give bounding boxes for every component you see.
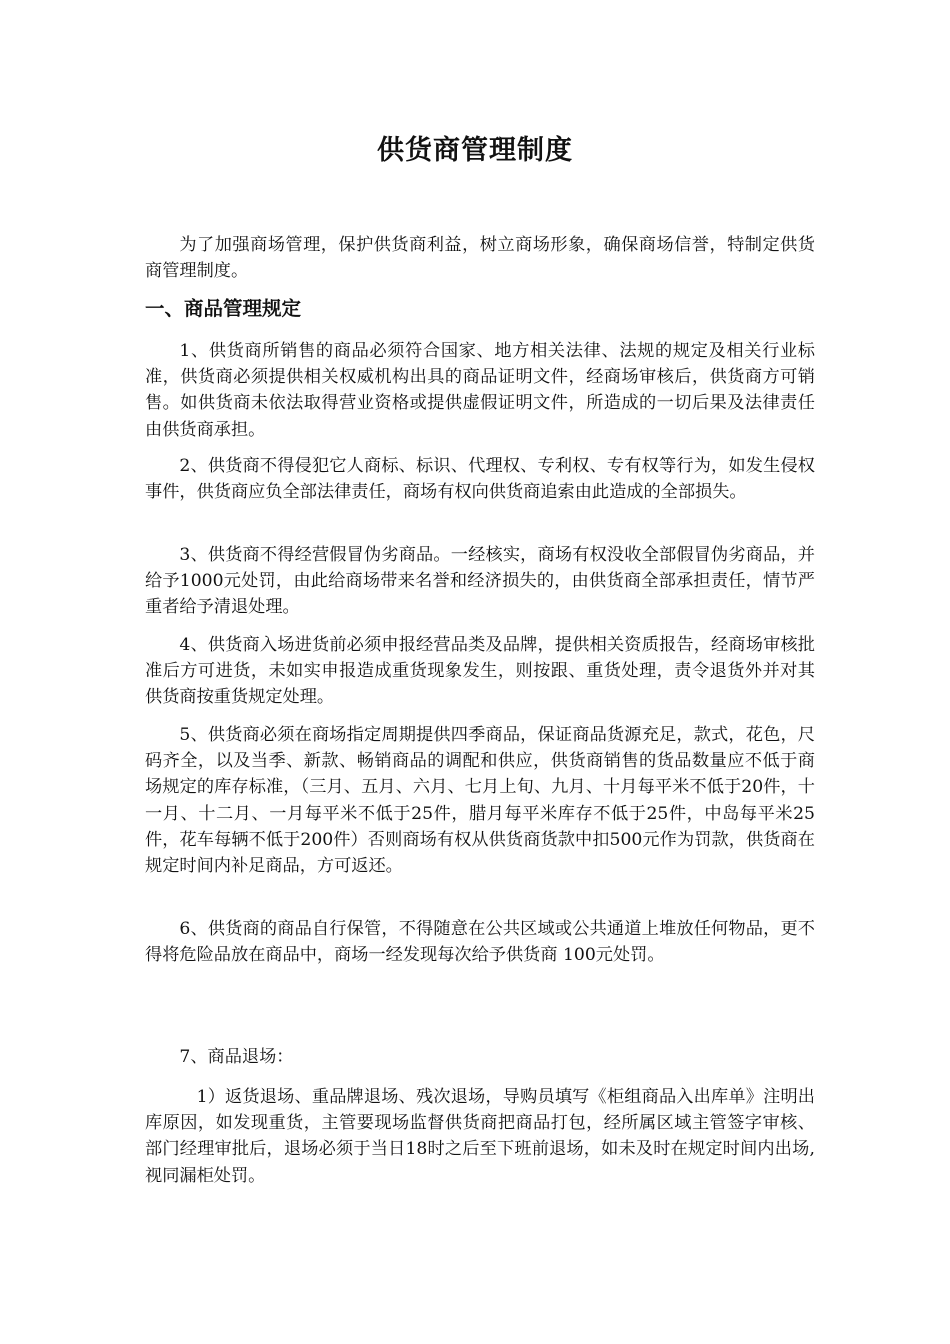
document-title: 供货商管理制度 bbox=[377, 135, 573, 166]
rule-item-7-sub-1: 1）返货退场、重品牌退场、残次退场，导购员填写《柜组商品入出库单》注明出库原因，如发现重货，主管要现场监督供货商把商品打包，经所属区域主管签字审核、部门经理审批后，退场必须于当日18时之后至下班前退场，如未及时在规定时间内出场,视同漏柜处罚。 bbox=[145, 1087, 815, 1186]
rule-item-4: 4、供货商入场进货前必须申报经营品类及品牌，提供相关资质报告，经商场审核批准后方可进货，未如实申报造成重货现象发生，则按跟、重货处理，责令退货外并对其供货商按重货规定处理。 bbox=[145, 635, 815, 708]
section-heading: 一、商品管理规定 bbox=[145, 297, 302, 320]
rule-item-7-heading: 7、商品退场： bbox=[179, 1047, 294, 1067]
rule-item-3: 3、供货商不得经营假冒伪劣商品。一经核实，商场有权没收全部假冒伪劣商品，并给予1000元处罚，由此给商场带来名誉和经济损失的，由供货商全部承担责任，情节严重者给予清退处理。 bbox=[145, 545, 815, 618]
rule-item-2: 2、供货商不得侵犯它人商标、标识、代理权、专利权、专有权等行为，如发生侵权事件，供货商应负全部法律责任，商场有权向供货商追索由此造成的全部损失。 bbox=[145, 456, 815, 503]
rule-item-6: 6、供货商的商品自行保管，不得随意在公共区域或公共通道上堆放任何物品，更不得将危险品放在商品中，商场一经发现每次给予供货商 100元处罚。 bbox=[145, 919, 815, 966]
intro-paragraph: 为了加强商场管理，保护供货商利益，树立商场形象，确保商场信誉，特制定供货商管理制度。 bbox=[145, 235, 815, 282]
rule-item-1: 1、供货商所销售的商品必须符合国家、地方相关法律、法规的规定及相关行业标准，供货商必须提供相关权威机构出具的商品证明文件，经商场审核后，供货商方可销售。如供货商未依法取得营业资格或提供虚假证明文件，所造成的一切后果及法律责任由供货商承担。 bbox=[145, 341, 815, 440]
rule-item-5: 5、供货商必须在商场指定周期提供四季商品，保证商品货源充足，款式，花色，尺码齐全，以及当季、新款、畅销商品的调配和供应，供货商销售的货品数量应不低于商场规定的库存标准，（三月、五月、六月、七月上旬、九月、十月每平米不低于20件，十一月、十二月、一月每平米不低于25件，腊月每平米库存不低于25件，中岛每平米25件，花车每辆不低于200件）否则商场有权从供货商货款中扣500元作为罚款，供货商在规定时间内补足商品，方可返还。 bbox=[145, 725, 815, 877]
